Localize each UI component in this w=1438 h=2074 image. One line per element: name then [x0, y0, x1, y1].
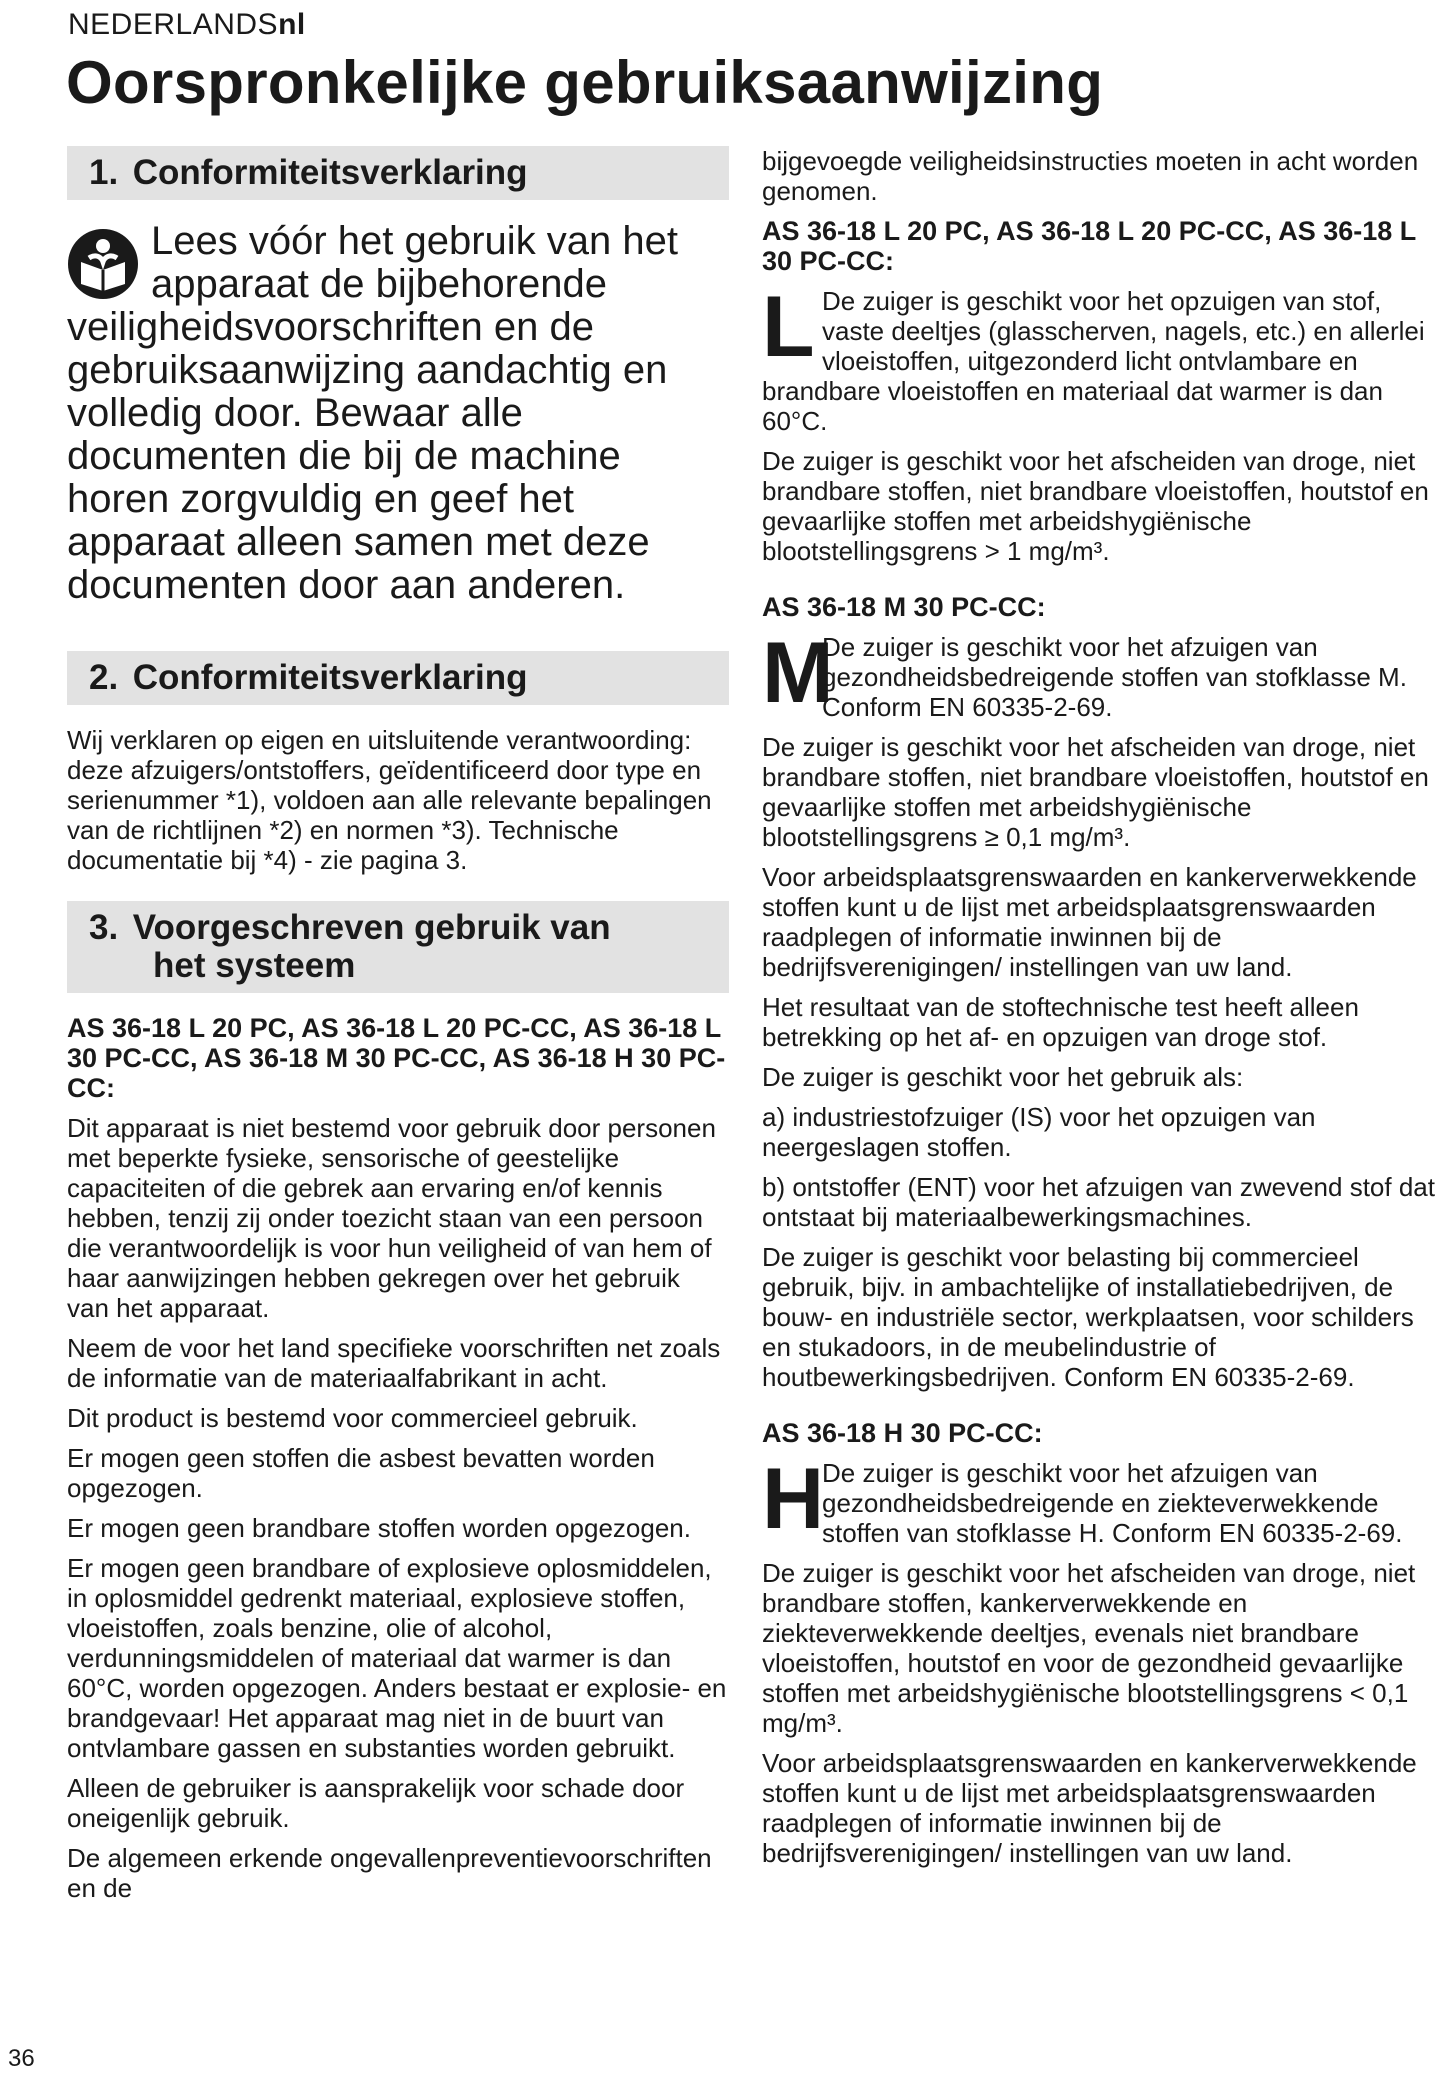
safety-intro: Lees vóór het gebruik van het apparaat de bijbehorende veiligheidsvoorschriften en de gebruiksaanwijzing aandachtig en volledig door. Bewaar alle documenten die bij de machine horen zorgvuldig en geef het apparaat alleen samen met deze documenten door aan anderen.	[67, 219, 679, 607]
paragraph: Dit product is bestemd voor commercieel gebruik.	[67, 1403, 638, 1433]
paragraph: b) ontstoffer (ENT) voor het afzuigen van zwevend stof dat ontstaat bij materiaalbewerkingsmachines.	[762, 1172, 1435, 1232]
continuation-text: bijgevoegde veiligheidsinstructies moeten in acht worden genomen.	[762, 146, 1419, 206]
section-heading-3: 3. Voorgeschreven gebruik van het systeem	[67, 901, 729, 993]
paragraph: Er mogen geen stoffen die asbest bevatten worden opgezogen.	[67, 1443, 655, 1503]
dust-class-l-letter: L	[762, 279, 815, 375]
dust-class-m: M De zuiger is geschikt voor het afzuigen van gezondheidsbedreigende stoffen van stofklasse M. Conform EN 60335-2-69.	[762, 625, 1407, 722]
separation-m: De zuiger is geschikt voor het afscheiden van droge, niet brandbare stoffen, niet brandbare vloeistoffen, houtstof en gevaarlijke stoffen met arbeidshygiënische blootstellingsgrens ≥ 0,1 mg/m³.	[762, 732, 1429, 852]
dust-class-h: H De zuiger is geschikt voor het afzuigen van gezondheidsbedreigende en ziekteverwekkende stoffen van stofklasse H. Conform EN 60335-2-69.	[762, 1451, 1403, 1548]
paragraph: Er mogen geen brandbare stoffen worden opgezogen.	[67, 1513, 691, 1543]
right-column	[762, 146, 1438, 1878]
paragraph: a) industriestofzuiger (IS) voor het opzuigen van neergeslagen stoffen.	[762, 1102, 1316, 1162]
language-code: nl	[278, 8, 306, 41]
left-column	[67, 146, 729, 1913]
closing-text: Voor arbeidsplaatsgrenswaarden en kankerverwekkende stoffen kunt u de lijst met arbeidsplaatsgrenswaarden raadplegen of informatie inwinnen bij de bedrijfsverenigingen/ instellingen van uw land.	[762, 1748, 1417, 1868]
paragraph: Voor arbeidsplaatsgrenswaarden en kankerverwekkende stoffen kunt u de lijst met arbeidsplaatsgrenswaarden raadplegen of informatie inwinnen bij de bedrijfsverenigingen/ instellingen van uw land.	[762, 862, 1417, 982]
separation-l: De zuiger is geschikt voor het afscheiden van droge, niet brandbare stoffen, niet brandbare vloeistoffen, houtstof en gevaarlijke stoffen met arbeidshygiënische blootstellingsgrens > 1 mg/m³.	[762, 446, 1429, 566]
models-all: AS 36-18 L 20 PC, AS 36-18 L 20 PC-CC, AS 36-18 L 30 PC-CC, AS 36-18 M 30 PC-CC, AS 36-18 H 30 PC-CC:	[67, 1013, 726, 1103]
paragraph: Alleen de gebruiker is aansprakelijk voor schade door oneigenlijk gebruik.	[67, 1773, 685, 1833]
paragraph: Neem de voor het land specifieke voorschriften net zoals de informatie van de materiaalfabrikant in acht.	[67, 1333, 721, 1393]
dust-class-l: L De zuiger is geschikt voor het opzuigen van stof, vaste deeltjes (glasscherven, nagels, etc.) en allerlei vloeistoffen, uitgezonderd licht ontvlambare en brandbare vloeistoffen en materiaal dat warmer is dan 60°C.	[762, 279, 1425, 436]
paragraph: De zuiger is geschikt voor het gebruik als:	[762, 1062, 1244, 1092]
page-title: Oorspronkelijke gebruiksaanwijzing	[66, 49, 1104, 116]
section-heading-1: 1. Conformiteitsverklaring	[67, 146, 729, 200]
paragraph: De algemeen erkende ongevallenpreventievoorschriften en de	[67, 1843, 712, 1903]
models-l: AS 36-18 L 20 PC, AS 36-18 L 20 PC-CC, AS 36-18 L 30 PC-CC:	[762, 216, 1416, 276]
read-manual-icon	[67, 228, 139, 300]
declaration-text: Wij verklaren op eigen en uitsluitende verantwoording: deze afzuigers/ontstoffers, geïdentificeerd door type en serienummer *1), voldoen aan alle relevante bepalingen van de richtlijnen *2) en normen *3). Technische documentatie bij *4) - zie pagina 3.	[67, 725, 712, 875]
paragraph: Dit apparaat is niet bestemd voor gebruik door personen met beperkte fysieke, sensorische of geestelijke capaciteiten of die gebrek aan ervaring en/of kennis hebben, tenzij zij onder toezicht staan van een persoon die verantwoordelijk is voor hun veiligheid of van hem of haar aanwijzingen hebben gekregen over het gebruik van het apparaat.	[67, 1113, 716, 1323]
models-h: AS 36-18 H 30 PC-CC:	[762, 1418, 1043, 1448]
separation-h: De zuiger is geschikt voor het afscheiden van droge, niet brandbare stoffen, kankerverwekkende en ziekteverwekkende deeltjes, evenals niet brandbare vloeistoffen, houtstof en voor de gezondheid gevaarlijke stoffen met arbeidshygiënische blootstellingsgrens < 0,1 mg/m³.	[762, 1558, 1416, 1738]
language-label: NEDERLANDSnl	[68, 8, 306, 41]
section-heading-2: 2. Conformiteitsverklaring	[67, 651, 729, 705]
paragraph: Er mogen geen brandbare of explosieve oplosmiddelen, in oplosmiddel gedrenkt materiaal, explosieve stoffen, vloeistoffen, zoals benzine, olie of alcohol, verdunningsmiddelen of materiaal dat warmer is dan 60°C, worden opgezogen. Anders bestaat er explosie- en brandgevaar! Het apparaat mag niet in de buurt van ontvlambare gassen en substanties worden gebruikt.	[67, 1553, 727, 1763]
paragraph: Het resultaat van de stoftechnische test heeft alleen betrekking op het af- en opzuigen van droge stof.	[762, 992, 1359, 1052]
models-m: AS 36-18 M 30 PC-CC:	[762, 592, 1046, 622]
page-number: 36	[8, 2045, 35, 2072]
dust-class-m-letter: M	[762, 625, 834, 721]
paragraph: De zuiger is geschikt voor belasting bij commercieel gebruik, bijv. in ambachtelijke of installatiebedrijven, de bouw- en industriële sector, werkplaatsen, voor schilders en stukadoors, in de meubelindustrie of houtbewerkingsbedrijven. Conform EN 60335-2-69.	[762, 1242, 1414, 1392]
dust-class-h-letter: H	[762, 1451, 825, 1547]
